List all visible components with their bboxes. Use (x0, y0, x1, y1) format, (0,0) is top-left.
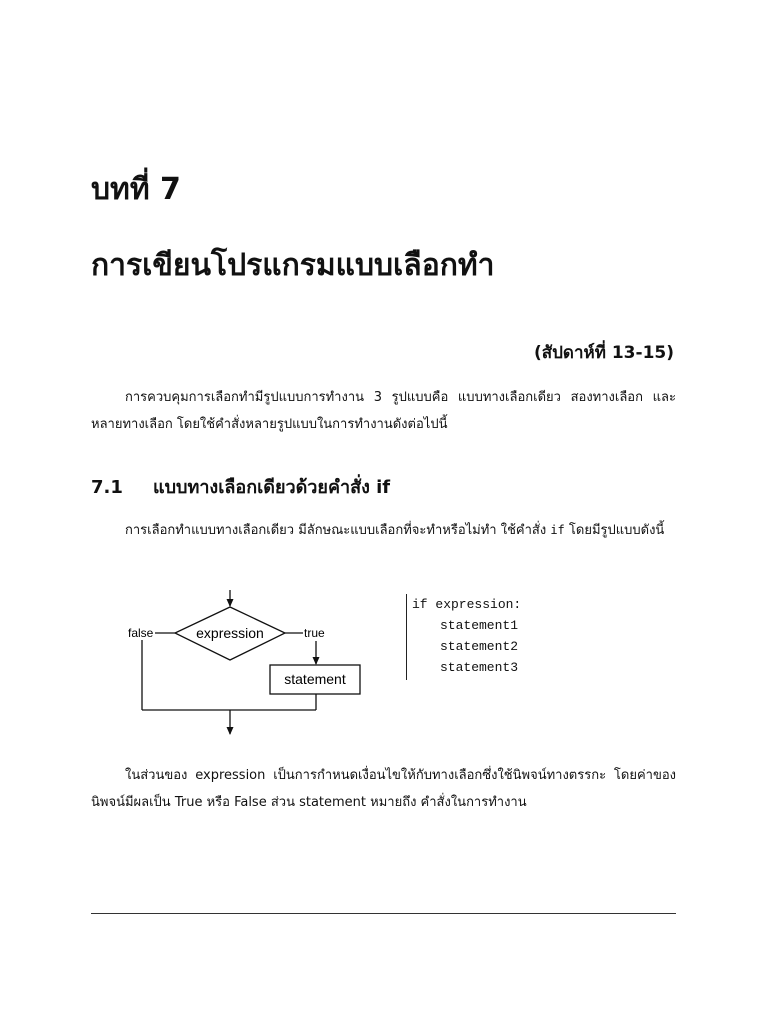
section-number: 7.1 (91, 477, 123, 498)
section-title: แบบทางเลือกเดียวด้วยคำสั่ง if (153, 477, 391, 498)
chapter-number: บทที่ 7 (91, 172, 181, 207)
explanation-text: ในส่วนของ expression เป็นการกำหนดเงื่อนไขให้กับทางเลือกซึ่งใช้นิพจน์ทางตรรกะ โดยค่าของนิพจน์มีผลเป็น True หรือ False ส่วน statement หมายถึง คำสั่งในการทำงาน (91, 768, 676, 810)
if-flowchart (120, 588, 370, 740)
code-line: if expression: (412, 597, 522, 612)
section-text-after: โดยมีรูปแบบดังนี้ (564, 523, 665, 538)
if-syntax-code (406, 594, 521, 680)
section-paragraph (91, 517, 676, 544)
code-line: statement2 (440, 639, 519, 654)
condition-label: expression (196, 625, 264, 641)
intro-text: การควบคุมการเลือกทำมีรูปแบบการทำงาน 3 รูปแบบคือ แบบทางเลือกเดียว สองทางเลือก และหลายทางเลือก โดยใช้คำสั่งหลายรูปแบบในการทำงานดังต่อไปนี้ (91, 390, 676, 432)
inline-code-if: if (550, 523, 565, 537)
section-text-before: การเลือกทำแบบทางเลือกเดียว มีลักษณะแบบเลือกที่จะทำหรือไม่ทำ ใช้คำสั่ง (125, 523, 551, 538)
statement-label: statement (284, 671, 346, 687)
section-heading (91, 472, 390, 501)
false-label: false (128, 626, 154, 640)
chapter-title: การเขียนโปรแกรมแบบเลือกทำ (91, 248, 495, 283)
week-range: (สัปดาห์ที่ 13-15) (534, 343, 674, 363)
code-line: statement3 (440, 660, 519, 675)
code-line: statement1 (440, 618, 519, 633)
explanation-paragraph (91, 762, 676, 816)
footer-divider (91, 913, 676, 914)
true-label: true (304, 626, 325, 640)
intro-paragraph (91, 384, 676, 438)
